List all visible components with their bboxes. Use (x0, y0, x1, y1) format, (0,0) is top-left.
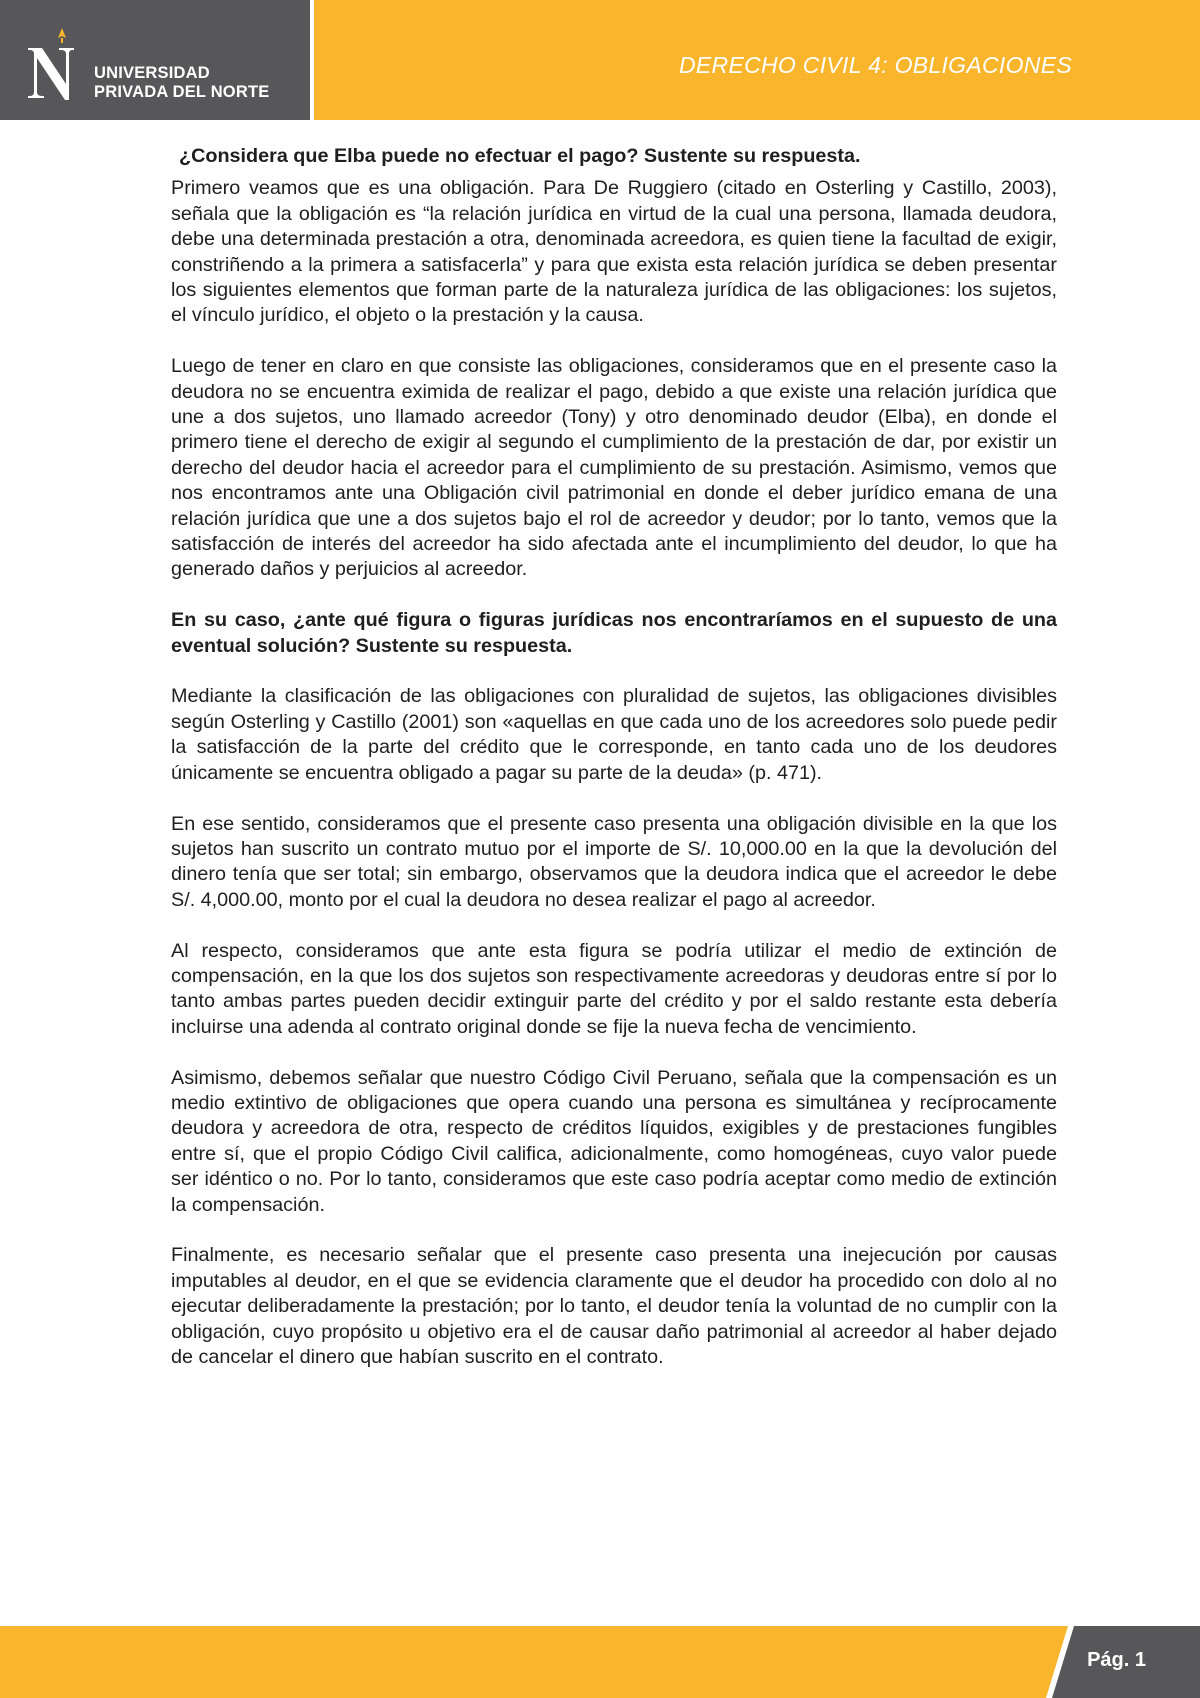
paragraph-4: En ese sentido, consideramos que el presente caso presenta una obligación divisible en la que los sujetos han suscrito un contrato mutuo por el importe de S/. 10,000.00 en la que la devolución del dinero tenía que ser total; sin embargo, observamos que la deudora indica que el acreedor le debe S/. 4,000.00, monto por el cual la deudora no desea realizar el pago al acreedor. (171, 812, 1057, 911)
header-divider (310, 0, 314, 120)
page-footer (0, 1626, 1200, 1698)
question-heading-1: ¿Considera que Elba puede no efectuar el pago? Sustente su respuesta. (179, 145, 861, 167)
page-header (0, 0, 1200, 120)
paragraph-1: Primero veamos que es una obligación. Para De Ruggiero (citado en Osterling y Castillo, 2003), señala que la obligación es “la relación jurídica en virtud de la cual una persona, llamada deudora, debe una determinada prestación a otra, denominada acreedora, es quien tiene la facultad de exigir, constriñendo a la primera a satisfacerla” y para que exista esta relación jurídica se deben presentar los siguientes elementos que forman parte de la naturaleza jurídica de las obligaciones: los sujetos, el vínculo jurídico, el objeto o la prestación y la causa. (171, 177, 1057, 327)
paragraph-3: Mediante la clasificación de las obligaciones con pluralidad de sujetos, las obligaciones divisibles según Osterling y Castillo (2001) son «aquellas en que cada uno de los acreedores solo puede pedir la satisfacción de la parte del crédito que le corresponde, en tanto cada uno de los deudores únicamente se encuentra obligado a pagar su parte de la deuda» (p. 471). (171, 685, 1057, 784)
document-body (171, 144, 1057, 1396)
paragraph-7: Finalmente, es necesario señalar que el presente caso presenta una inejecución por causas imputables al deudor, en el que se evidencia claramente que el deudor ha procedido con dolo al no ejecutar deliberadamente la prestación; por lo tanto, el deudor tenía la voluntad de no cumplir con la obligación, cuyo propósito u objetivo era el de causar daño patrimonial al acreedor al haber dejado de cancelar el dinero que habían suscrito en el contrato. (171, 1244, 1057, 1368)
university-name-line2: PRIVADA DEL NORTE (94, 83, 270, 101)
course-title: DERECHO CIVIL 4: OBLIGACIONES (679, 52, 1072, 78)
page-number: Pág. 1 (1087, 1649, 1146, 1671)
paragraph-2: Luego de tener en claro en que consiste las obligaciones, consideramos que en el presente caso la deudora no se encuentra eximida de realizar el pago, debido a que existe una relación jurídica que une a dos sujetos, uno llamado acreedor (Tony) y otro denominado deudor (Elba), en donde el primero tiene el derecho de exigir al segundo el cumplimiento de la prestación de dar, por existir un derecho del deudor hacia el acreedor para el cumplimiento de su prestación. Asimismo, vemos que nos encontramos ante una Obligación civil patrimonial en donde el deber jurídico emana de una relación jurídica que une a dos sujetos bajo el rol de acreedor y deudor; por lo tanto, vemos que la satisfacción de interés del acreedor ha sido afectada ante el incumplimiento del deudor, lo que ha generado daños y perjuicios al acreedor. (171, 355, 1057, 581)
university-name (94, 64, 269, 102)
university-logo-mark-icon (26, 26, 78, 102)
question-heading-2: En su caso, ¿ante qué figura o figuras jurídicas nos encontraríamos en el supuesto de una eventual solución? Sustente su respuesta. (171, 609, 1057, 657)
university-logo (0, 0, 310, 120)
footer-decoration (0, 1626, 1200, 1698)
paragraph-5: Al respecto, consideramos que ante esta figura se podría utilizar el medio de extinción de compensación, en la que los dos sujetos son respectivamente acreedoras y deudoras entre sí por lo tanto ambas partes pueden decidir extinguir parte del crédito y por el saldo restante esta debería incluirse una adenda al contrato original donde se fije la nueva fecha de vencimiento. (171, 939, 1057, 1038)
paragraph-6: Asimismo, debemos señalar que nuestro Código Civil Peruano, señala que la compensación es un medio extintivo de obligaciones que opera cuando una persona es simultánea y recíprocamente deudora y acreedora de otra, respecto de créditos líquidos, exigibles y de prestaciones fungibles entre sí, que el propio Código Civil califica, adicionalmente, como homogéneas, cuyo valor puede ser idéntico o no. Por lo tanto, consideramos que este caso podría aceptar como medio de extinción la compensación. (171, 1066, 1057, 1216)
university-name-line1: UNIVERSIDAD (94, 64, 210, 82)
